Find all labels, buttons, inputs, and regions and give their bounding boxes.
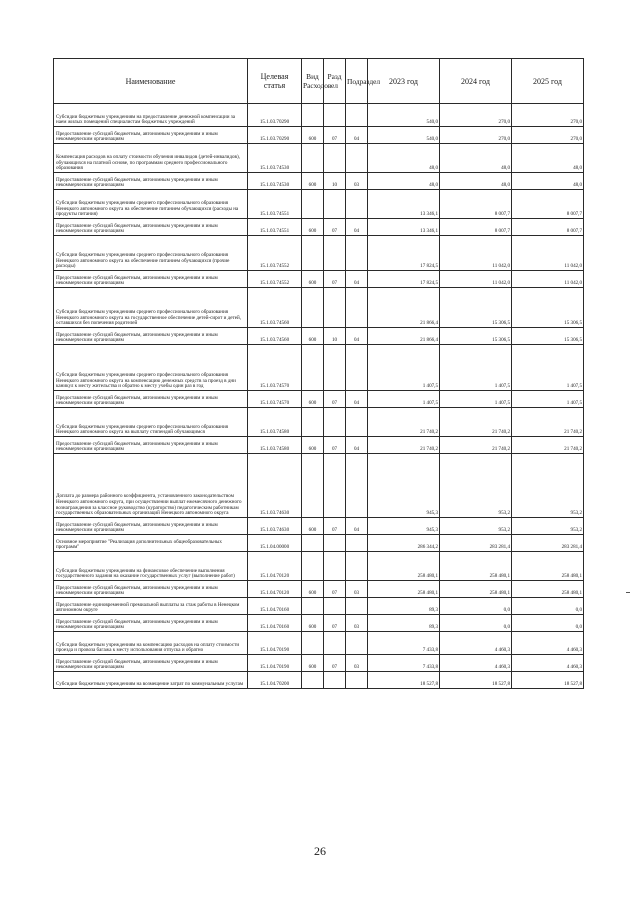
margin-mark: [626, 592, 630, 593]
table-row: [54, 104, 584, 127]
cell-name: Предоставление субсидий бюджетным, автономным учреждениям и иным некоммерческим организациям: [54, 655, 248, 672]
cell-code: 15.1.03.74570: [248, 345, 302, 391]
cell-podr: [346, 632, 368, 655]
cell-y2024: 21 740,2: [440, 437, 512, 454]
cell-y2025: 1 407,5: [512, 345, 584, 391]
cell-rasx: [302, 454, 324, 518]
table-row: [54, 615, 584, 632]
cell-name: Предоставление субсидий бюджетным, автономным учреждениям и иным некоммерческим организациям: [54, 328, 248, 345]
page-number: 26: [314, 844, 326, 858]
cell-rasx: [302, 632, 324, 655]
cell-y2024: 0,0: [440, 598, 512, 615]
cell-podr: [346, 144, 368, 173]
cell-y2024: 258 480,1: [440, 552, 512, 581]
cell-podr: [346, 190, 368, 219]
cell-y2024: 258 480,1: [440, 581, 512, 598]
header-year-2025: 2025 год: [512, 59, 584, 104]
table-row: [54, 328, 584, 345]
cell-code: 15.1.03.70290: [248, 104, 302, 127]
cell-y2023: 21 740,2: [368, 437, 440, 454]
cell-y2025: 21 740,2: [512, 437, 584, 454]
table-row: [54, 271, 584, 288]
cell-y2024: 953,2: [440, 454, 512, 518]
cell-y2025: 15 306,5: [512, 288, 584, 328]
cell-rasx: [302, 598, 324, 615]
table-row: [54, 236, 584, 271]
table-row: [54, 598, 584, 615]
table-row: [54, 173, 584, 190]
cell-razd: [324, 535, 346, 552]
cell-code: 15.1.04.70200: [248, 672, 302, 689]
cell-razd: [324, 454, 346, 518]
cell-y2023: 21 866,4: [368, 288, 440, 328]
cell-rasx: [302, 672, 324, 689]
cell-podr: 04: [346, 437, 368, 454]
cell-code: 15.1.03.74560: [248, 288, 302, 328]
cell-code: 15.1.03.70290: [248, 127, 302, 144]
cell-y2023: 48,0: [368, 173, 440, 190]
cell-y2025: 0,0: [512, 598, 584, 615]
cell-razd: [324, 408, 346, 437]
cell-y2025: 8 007,7: [512, 219, 584, 236]
table-row: [54, 408, 584, 437]
cell-name: Предоставление субсидий бюджетным, автономным учреждениям и иным некоммерческим организациям: [54, 518, 248, 535]
cell-y2023: 1 407,5: [368, 345, 440, 391]
cell-y2025: 48,0: [512, 144, 584, 173]
cell-y2025: 270,0: [512, 104, 584, 127]
cell-code: 15.1.04.70120: [248, 552, 302, 581]
cell-code: 15.1.04.70190: [248, 655, 302, 672]
cell-code: 15.1.03.74551: [248, 219, 302, 236]
cell-y2025: 283 281,4: [512, 535, 584, 552]
cell-rasx: [302, 190, 324, 219]
cell-rasx: 600: [302, 391, 324, 408]
cell-name: Предоставление субсидий бюджетным, автономным учреждениям и иным некоммерческим организациям: [54, 271, 248, 288]
cell-y2025: 4 460,3: [512, 632, 584, 655]
cell-y2024: 270,0: [440, 104, 512, 127]
cell-name: Предоставление субсидий бюджетным, автономным учреждениям и иным некоммерческим организациям: [54, 581, 248, 598]
cell-y2024: 8 007,7: [440, 190, 512, 219]
cell-code: 15.1.03.74580: [248, 437, 302, 454]
cell-razd: [324, 104, 346, 127]
cell-rasx: 600: [302, 518, 324, 535]
cell-name: Предоставление единовременной премиальной выплаты за стаж работы в Ненецком автономном округе: [54, 598, 248, 615]
cell-y2023: 540,0: [368, 127, 440, 144]
cell-podr: [346, 454, 368, 518]
table-row: [54, 535, 584, 552]
cell-podr: 03: [346, 655, 368, 672]
cell-rasx: [302, 144, 324, 173]
cell-razd: [324, 672, 346, 689]
cell-rasx: [302, 345, 324, 391]
cell-podr: 04: [346, 391, 368, 408]
cell-podr: [346, 672, 368, 689]
cell-y2024: 48,0: [440, 173, 512, 190]
cell-y2025: 4 460,3: [512, 655, 584, 672]
table-row: [54, 581, 584, 598]
cell-name: Субсидии бюджетным учреждениям на предоставление денежной компенсации за наем жилых помещений специалистам бюджетных учреждений: [54, 104, 248, 127]
cell-razd: [324, 552, 346, 581]
cell-y2023: 945,3: [368, 518, 440, 535]
cell-y2023: 1 407,5: [368, 391, 440, 408]
table-row: [54, 518, 584, 535]
cell-razd: [324, 236, 346, 271]
cell-y2024: 48,0: [440, 144, 512, 173]
cell-y2024: 11 042,0: [440, 236, 512, 271]
cell-podr: [346, 236, 368, 271]
table-row: [54, 437, 584, 454]
cell-y2025: 953,2: [512, 518, 584, 535]
cell-y2025: 953,2: [512, 454, 584, 518]
cell-name: Субсидии бюджетным учреждениям среднего профессионального образования Ненецкого автономного округа на государственное обеспечение детей-сирот и детей, оставшихся без попечения родителей: [54, 288, 248, 328]
cell-code: 15.1.04.70120: [248, 581, 302, 598]
cell-code: 15.1.04.70160: [248, 615, 302, 632]
table-row: [54, 391, 584, 408]
table-row: [54, 345, 584, 391]
cell-code: 15.1.03.74580: [248, 408, 302, 437]
cell-y2025: 21 740,2: [512, 408, 584, 437]
cell-y2024: 15 306,5: [440, 288, 512, 328]
cell-y2024: 15 306,5: [440, 328, 512, 345]
cell-razd: 07: [324, 581, 346, 598]
header-subsection: Подраздел: [346, 59, 368, 104]
cell-razd: [324, 632, 346, 655]
cell-y2025: 11 042,0: [512, 271, 584, 288]
cell-y2025: 18 527,8: [512, 672, 584, 689]
cell-code: 15.1.03.74530: [248, 173, 302, 190]
cell-razd: [324, 288, 346, 328]
cell-rasx: [302, 288, 324, 328]
cell-razd: 07: [324, 127, 346, 144]
cell-rasx: 600: [302, 437, 324, 454]
header-expense-type: Вид Расходов: [302, 59, 324, 104]
cell-y2025: 258 480,1: [512, 581, 584, 598]
cell-y2025: 1 407,5: [512, 391, 584, 408]
cell-y2025: 270,0: [512, 127, 584, 144]
cell-rasx: 600: [302, 581, 324, 598]
cell-y2023: 48,0: [368, 144, 440, 173]
cell-y2023: 7 433,8: [368, 632, 440, 655]
cell-y2023: 89,3: [368, 615, 440, 632]
table-row: [54, 672, 584, 689]
cell-code: 15.1.03.74630: [248, 518, 302, 535]
cell-rasx: [302, 104, 324, 127]
table-row: [54, 454, 584, 518]
cell-rasx: [302, 535, 324, 552]
cell-y2025: 8 007,7: [512, 190, 584, 219]
cell-code: 15.1.03.74551: [248, 190, 302, 219]
cell-razd: 07: [324, 219, 346, 236]
cell-y2023: 540,0: [368, 104, 440, 127]
cell-name: Субсидии бюджетным учреждениям среднего профессионального образования Ненецкого автономного округа на обеспечение питанием обучающихся (прочие расходы): [54, 236, 248, 271]
table-header-row: [54, 59, 584, 104]
cell-y2023: 18 527,8: [368, 672, 440, 689]
cell-name: Субсидии бюджетным учреждениям среднего профессионального образования Ненецкого автономного округа на обеспечение питанием обучающихся (расходы на продукты питания): [54, 190, 248, 219]
cell-rasx: 600: [302, 328, 324, 345]
table-row: [54, 219, 584, 236]
cell-razd: 07: [324, 271, 346, 288]
cell-y2024: 1 407,5: [440, 345, 512, 391]
table-row: [54, 127, 584, 144]
header-year-2023: 2023 год: [368, 59, 440, 104]
cell-podr: [346, 535, 368, 552]
cell-rasx: 600: [302, 655, 324, 672]
cell-rasx: [302, 236, 324, 271]
cell-code: 15.1.03.74552: [248, 236, 302, 271]
cell-podr: 04: [346, 127, 368, 144]
cell-podr: 04: [346, 518, 368, 535]
cell-code: 15.1.03.74570: [248, 391, 302, 408]
table-body: [54, 104, 584, 689]
cell-podr: [346, 552, 368, 581]
cell-razd: 07: [324, 518, 346, 535]
cell-y2024: 4 460,3: [440, 655, 512, 672]
cell-razd: [324, 190, 346, 219]
cell-y2024: 4 460,3: [440, 632, 512, 655]
cell-y2023: 945,3: [368, 454, 440, 518]
cell-razd: 07: [324, 615, 346, 632]
cell-podr: 04: [346, 219, 368, 236]
cell-y2024: 953,2: [440, 518, 512, 535]
budget-table: [53, 58, 584, 689]
header-section: Разд ел: [324, 59, 346, 104]
cell-podr: 03: [346, 615, 368, 632]
cell-podr: [346, 408, 368, 437]
cell-y2023: 13 346,1: [368, 219, 440, 236]
cell-code: 15.1.03.74530: [248, 144, 302, 173]
cell-code: 15.1.04.70190: [248, 632, 302, 655]
cell-podr: [346, 598, 368, 615]
cell-y2024: 283 281,4: [440, 535, 512, 552]
cell-rasx: [302, 408, 324, 437]
cell-y2023: 7 433,8: [368, 655, 440, 672]
table-row: [54, 144, 584, 173]
cell-y2023: 21 740,2: [368, 408, 440, 437]
cell-y2024: 18 527,8: [440, 672, 512, 689]
cell-y2023: 258 480,1: [368, 552, 440, 581]
cell-y2024: 270,0: [440, 127, 512, 144]
cell-rasx: 600: [302, 615, 324, 632]
cell-name: Субсидии бюджетным учреждениям на компенсацию расходов на оплату стоимости проезда и провоза багажа к месту использования отпуска и обратно: [54, 632, 248, 655]
cell-razd: 10: [324, 173, 346, 190]
cell-razd: [324, 598, 346, 615]
cell-name: Предоставление субсидий бюджетным, автономным учреждениям и иным некоммерческим организациям: [54, 615, 248, 632]
cell-razd: 07: [324, 391, 346, 408]
cell-name: Предоставление субсидий бюджетным, автономным учреждениям и иным некоммерческим организациям: [54, 391, 248, 408]
cell-y2024: 0,0: [440, 615, 512, 632]
cell-y2025: 0,0: [512, 615, 584, 632]
cell-code: 15.1.03.74630: [248, 454, 302, 518]
cell-y2024: 11 042,0: [440, 271, 512, 288]
cell-y2024: 8 007,7: [440, 219, 512, 236]
cell-y2025: 11 042,0: [512, 236, 584, 271]
cell-y2025: 258 480,1: [512, 552, 584, 581]
cell-razd: 10: [324, 328, 346, 345]
cell-name: Предоставление субсидий бюджетным, автономным учреждениям и иным некоммерческим организациям: [54, 173, 248, 190]
cell-podr: 03: [346, 173, 368, 190]
cell-y2024: 21 740,2: [440, 408, 512, 437]
cell-name: Предоставление субсидий бюджетным, автономным учреждениям и иным некоммерческим организациям: [54, 437, 248, 454]
cell-y2025: 15 306,5: [512, 328, 584, 345]
cell-name: Субсидии бюджетным учреждениям среднего профессионального образования Ненецкого автономного округа на выплату стипендий обучающимся: [54, 408, 248, 437]
cell-y2023: 286 344,2: [368, 535, 440, 552]
cell-code: 15.1.03.74560: [248, 328, 302, 345]
cell-podr: 03: [346, 581, 368, 598]
cell-name: Основное мероприятие "Реализация дополнительных общеобразовательных программ": [54, 535, 248, 552]
cell-podr: [346, 345, 368, 391]
cell-podr: [346, 104, 368, 127]
cell-y2024: 1 407,5: [440, 391, 512, 408]
cell-podr: [346, 288, 368, 328]
cell-y2023: 13 346,1: [368, 190, 440, 219]
cell-podr: 04: [346, 328, 368, 345]
cell-code: 15.1.04.70160: [248, 598, 302, 615]
cell-razd: [324, 345, 346, 391]
header-target-article: Целевая статья: [248, 59, 302, 104]
cell-rasx: 600: [302, 219, 324, 236]
cell-rasx: 600: [302, 127, 324, 144]
table-row: [54, 190, 584, 219]
cell-y2023: 89,3: [368, 598, 440, 615]
cell-y2025: 48,0: [512, 173, 584, 190]
cell-razd: 07: [324, 655, 346, 672]
cell-name: Предоставление субсидий бюджетным, автономным учреждениям и иным некоммерческим организациям: [54, 127, 248, 144]
table-row: [54, 552, 584, 581]
cell-y2023: 258 480,1: [368, 581, 440, 598]
cell-code: 15.1.04.00000: [248, 535, 302, 552]
cell-rasx: 600: [302, 173, 324, 190]
table-row: [54, 655, 584, 672]
cell-razd: 07: [324, 437, 346, 454]
cell-code: 15.1.03.74552: [248, 271, 302, 288]
header-year-2024: 2024 год: [440, 59, 512, 104]
cell-podr: 04: [346, 271, 368, 288]
cell-name: Предоставление субсидий бюджетным, автономным учреждениям и иным некоммерческим организациям: [54, 219, 248, 236]
header-name: Наименование: [54, 59, 248, 104]
cell-name: Субсидии бюджетным учреждениям среднего профессионального образования Ненецкого автономного округа на компенсацию денежных средств за проезд в дни каникул к месту жительства и обратно к месту учебы один раз в год: [54, 345, 248, 391]
cell-y2023: 17 824,5: [368, 236, 440, 271]
cell-name: Субсидии бюджетным учреждениям на финансовое обеспечение выполнения государственного задания на оказание государственных услуг (выполнение работ): [54, 552, 248, 581]
table-row: [54, 288, 584, 328]
cell-name: Компенсация расходов на оплату стоимости обучения инвалидов (детей-инвалидов), обучающихся на платной основе, по программам среднего профессионального образования: [54, 144, 248, 173]
cell-y2023: 17 824,5: [368, 271, 440, 288]
cell-y2023: 21 866,4: [368, 328, 440, 345]
cell-razd: [324, 144, 346, 173]
cell-rasx: [302, 552, 324, 581]
cell-name: Субсидии бюджетным учреждениям на возмещение затрат по коммунальным услугам: [54, 672, 248, 689]
cell-name: Доплата до размера районного коэффициента, установленного законодательством Ненецкого автономного округа, при осуществлении выплат ежемесячного денежного вознаграждения за классное руководство (кураторство) педагогическим работникам государственных образовательных организаций Ненецкого автономного округа: [54, 454, 248, 518]
cell-rasx: 600: [302, 271, 324, 288]
table-row: [54, 632, 584, 655]
